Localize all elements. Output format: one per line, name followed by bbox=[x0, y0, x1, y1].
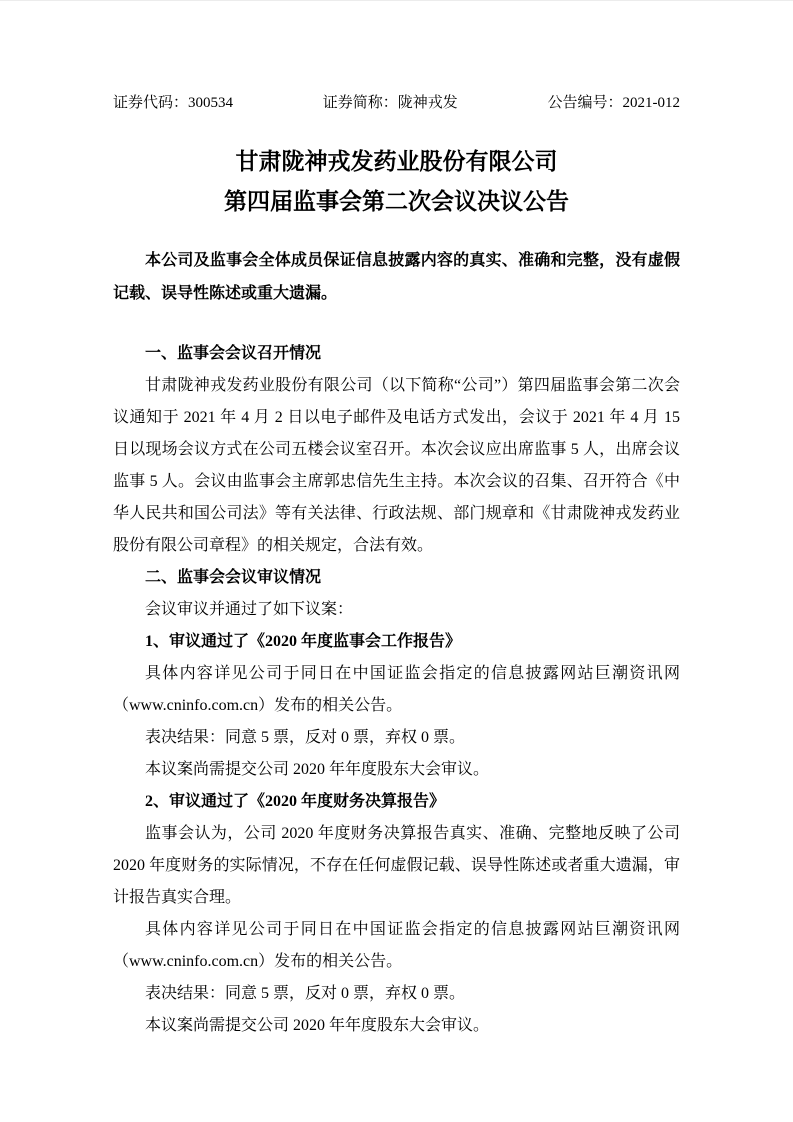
proposal-2-heading: 2、审议通过了《2020 年度财务决算报告》 bbox=[145, 793, 446, 810]
document-content bbox=[113, 1, 680, 1042]
announcement-title-line: 第四届监事会第二次会议决议公告 bbox=[224, 189, 569, 214]
proposal-2-opinion-paragraph: 监事会认为，公司 2020 年度财务决算报告真实、准确、完整地反映了公司 2020 年度财务的实际情况，不存在任何虚假记载、误导性陈述或者重大遗漏，审计报告真实合理。 bbox=[113, 825, 680, 906]
proposal-2-vote-result: 表决结果：同意 5 票，反对 0 票，弃权 0 票。 bbox=[145, 985, 466, 1002]
document-title bbox=[113, 142, 680, 222]
section-heading-convening: 一、监事会会议召开情况 bbox=[145, 345, 322, 362]
meeting-convening-paragraph: 甘肃陇神戎发药业股份有限公司（以下简称“公司”）第四届监事会第二次会议通知于 2021 年 4 月 2 日以电子邮件及电话方式发出，会议于 2021 年 4 月 15 日以现场会议方式在公司五楼会议室召开。本次会议应出席监事 5 人，出席会议监事 5 人。会议由监事会主席郭忠信先生主持。本次会议的召集、召开符合《中华人民共和国公司法》等有关法律、行政法规、部门规章和《甘肃陇神戎发药业股份有限公司章程》的相关规定，合法有效。 bbox=[113, 377, 680, 554]
stock-name: 证券简称：陇神戎发 bbox=[322, 95, 458, 111]
announcement-number: 公告编号：2021-012 bbox=[547, 95, 680, 111]
proposal-2-submission-note: 本议案尚需提交公司 2020 年年度股东大会审议。 bbox=[145, 1017, 490, 1034]
stock-code: 证券代码：300534 bbox=[113, 95, 234, 111]
proposal-1-submission-note: 本议案尚需提交公司 2020 年年度股东大会审议。 bbox=[145, 761, 490, 778]
disclosure-statement: 本公司及监事会全体成员保证信息披露内容的真实、准确和完整，没有虚假记载、误导性陈述或重大遗漏。 bbox=[113, 252, 680, 302]
proposal-1-heading: 1、审议通过了《2020 年度监事会工作报告》 bbox=[145, 633, 462, 650]
section-heading-review: 二、监事会会议审议情况 bbox=[145, 569, 322, 586]
document-header bbox=[113, 94, 680, 112]
review-intro-paragraph: 会议审议并通过了如下议案： bbox=[145, 601, 354, 618]
proposal-2-detail-paragraph: 具体内容详见公司于同日在中国证监会指定的信息披露网站巨潮资讯网（www.cninfo.com.cn）发布的相关公告。 bbox=[113, 921, 680, 970]
proposal-1-detail-paragraph: 具体内容详见公司于同日在中国证监会指定的信息披露网站巨潮资讯网（www.cninfo.com.cn）发布的相关公告。 bbox=[113, 665, 680, 714]
proposal-1-vote-result: 表决结果：同意 5 票，反对 0 票，弃权 0 票。 bbox=[145, 729, 466, 746]
company-name-title-line: 甘肃陇神戎发药业股份有限公司 bbox=[235, 149, 558, 174]
